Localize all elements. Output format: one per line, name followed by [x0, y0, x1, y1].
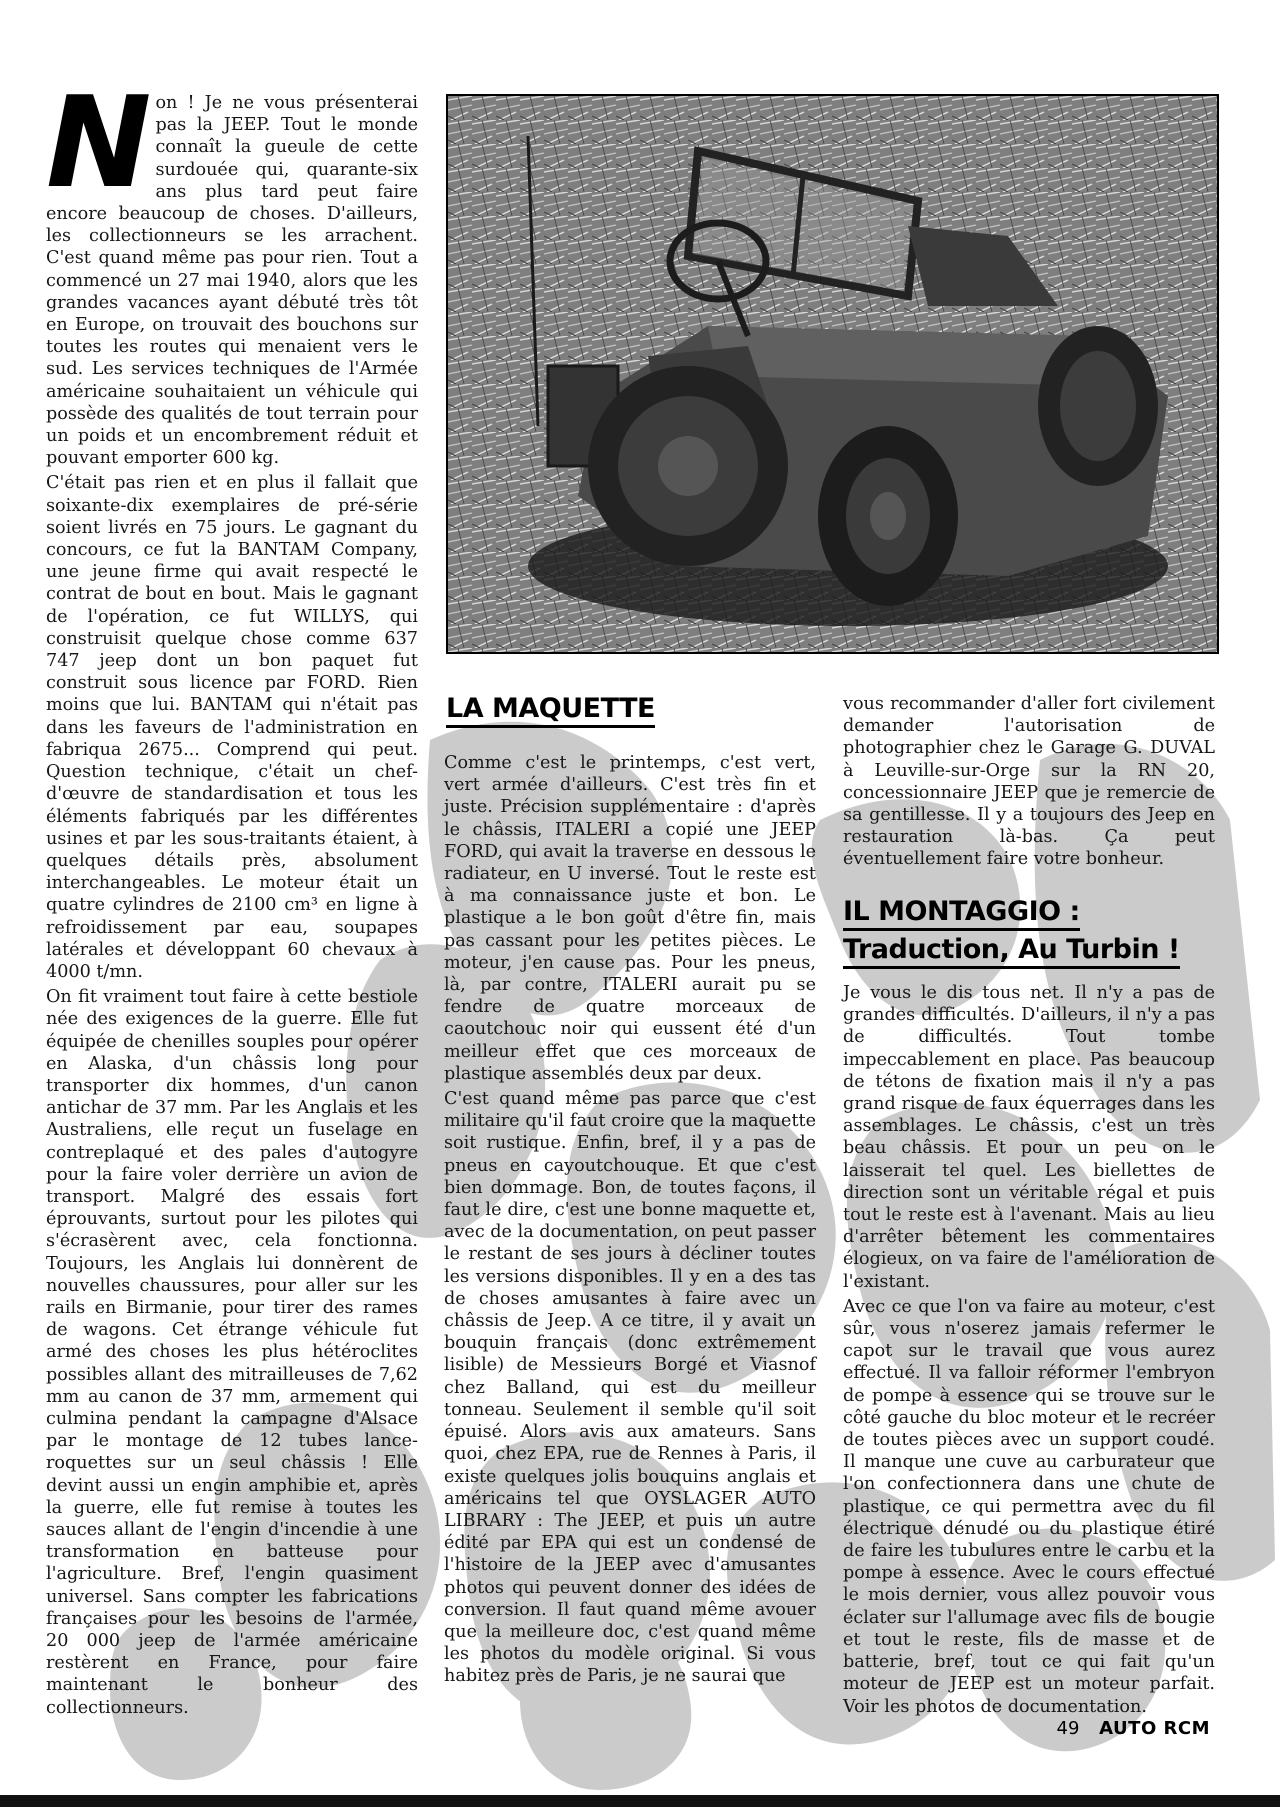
drop-cap: N [46, 69, 148, 216]
section-heading-maquette: LA MAQUETTE [446, 692, 746, 726]
jeep-photo-illustration [448, 96, 1217, 652]
magazine-name: AUTO RCM [1099, 1718, 1210, 1739]
bottom-edge-bar [0, 1795, 1280, 1807]
right-column [843, 693, 1215, 871]
maquette-paragraph: Comme c'est le printemps, c'est vert, vert armée d'ailleurs. C'est très fin et juste. Précision supplémentaire : d'après le châssis, ITALERI a copié une JEEP FORD, qui avait la traverse en dessous le radiateur, en U inversé. Tout le reste est à ma connaissance juste et bon. Le plastique a le bon goût d'être fin, mais pas cassant pour les petites pièces. Le moteur, j'en cause pas. Pour les pneus, là, par contre, ITALERI aurait pu se fendre de quatre morceaux de caoutchouc noir qui eussent été d'un meilleur effet que ces morceaux de plastique assemblés deux par deux. [444, 753, 816, 1084]
middle-column [444, 752, 816, 1688]
intro-text: on ! Je ne vous présenterai pas la JEEP. Tout le monde connaît la gueule de cette surdouée qui, quarante-six ans plus tard peut faire encore beaucoup de choses. D'ailleurs, les collectionneurs se les arrachent. C'est quand même pas pour rien. Tout a commencé un 27 mai 1940, alors que les grandes vacances ayant débuté très tôt en Europe, on trouvait des bouchons sur toutes les routes qui menaient vers le sud. Les services techniques de l'Armée américaine souhaitaient un véhicule qui possède des qualités de tout terrain pour un poids et un encombrement réduit et pouvant emporter 600 kg. [46, 93, 418, 469]
maquette-paragraph: C'est quand même pas parce que c'est militaire qu'il faut croire que la maquette soit rustique. Enfin, bref, il y a pas de pneus en cayoutchouque. Et que c'est bien dommage. Bon, de toutes façons, il faut le dire, c'est une bonne maquette et, avec de la documentation, on peut passer le restant de ses jours à décliner toutes les versions disponibles. Il y en a des tas de choses amusantes à faire avec un châssis de Jeep. A ce titre, il y avait un bouquin français (donc extrêmement lisible) de Messieurs Borgé et Viasnof chez Balland, qui est du meilleur tonneau. Seulement il semble qu'il soit épuisé. Alors avis aux amateurs. Sans quoi, chez EPA, rue de Rennes à Paris, il existe quelques jolis bouquins anglais et américains tel que OYSLAGER AUTO LIBRARY : The JEEP, et puis un autre édité par EPA qui est un condensé de l'histoire de la JEEP avec d'amusantes photos qui peuvent donner des idées de conversion. Il faut quand même avouer que la meilleure doc, c'est quand même les photos du modèle original. Si vous habitez près de Paris, je ne saurai que [444, 1089, 816, 1687]
page-footer [1057, 1718, 1210, 1739]
history-paragraph: C'était pas rien et en plus il fallait que soixante-dix exemplaires de pré-série soient livrés en 75 jours. Le gagnant du concours, ce fut la BANTAM Company, une jeune firme qui avait respecté le contrat de bout en bout. Mais le gagnant de l'opération, ce fut WILLYS, qui construisit quelque chose comme 637 747 jeep dont un bon paquet fut construit sous licence par FORD. Rien moins que lui. BANTAM qui n'était pas dans les faveurs de l'administration en fabriqua 2675... Comprend qui peut. Question technique, c'était un chef-d'œuvre de standardisation et tous les éléments fabriqués par les différentes usines et par les sous-traitants étaient, à quelques détails près, absolument interchangeables. Le moteur était un quatre cylindres de 2100 cm³ en ligne à refroidissement par eau, soupapes latérales et développant 60 chevaux à 4000 t/mn. [46, 473, 418, 982]
montaggio-column [843, 982, 1215, 1718]
intro-paragraph [46, 69, 418, 469]
page-number: 49 [1056, 1718, 1080, 1739]
montaggio-paragraph: Avec ce que l'on va faire au moteur, c'est sûr, vous n'oserez jamais refermer le capot sur le travail que vous aurez effectué. Il va falloir réformer l'embryon de pompe à essence qui se trouve sur le côté gauche du bloc moteur et le recréer de toutes pièces avec un support coudé. Il manque une cuve au carburateur que l'on confectionnera dans une chute de plastique, ce qui permettra avec du fil électrique dénudé ou du plastique étiré de faire les tubulures entre le carbu et la pompe à essence. Avec le cours effectué le mois dernier, vous allez pouvoir vous éclater sur l'allumage avec fils de bougie et tout le reste, fils de masse et de batterie, bref, tout ce qui fait qu'un moteur de JEEP est un moteur parfait. Voir les photos de documentation. [843, 1296, 1215, 1717]
right-intro-paragraph: vous recommander d'aller fort civilement demander l'autorisation de photographier chez le Garage G. DUVAL à Leuville-sur-Orge sur la RN 20, concessionnaire JEEP que je remercie de sa gentillesse. Il y a toujours des Jeep en restauration là-bas. Ça peut éventuellement faire votre bonheur. [843, 694, 1215, 870]
jeep-model-photo [446, 94, 1219, 654]
versions-paragraph: On fit vraiment tout faire à cette bestiole née des exigences de la guerre. Elle fut équipée de chenilles souples pour opérer en Alaska, d'un châssis long pour transporter dix hommes, d'un canon antichar de 37 mm. Par les Anglais et les Australiens, elle reçut un fuselage en contreplaqué et des pales d'autogyre pour la faire voler derrière un avion de transport. Malgré des essais fort éprouvants, surtout pour les pilotes qui s'écrasèrent avec, cela fonctionna. Toujours, les Anglais lui donnèrent de nouvelles chaussures, pour aller sur les rails en Birmanie, pour tirer des rames de wagons. Cet étrange véhicule fut armé des choses les plus hétéroclites possibles allant des mitrailleuses de 7,62 mm au canon de 37 mm, armement qui culmina pendant la campagne d'Alsace par le montage de 12 tubes lance-roquettes sur un seul châssis ! Elle devint aussi un engin amphibie et, après la guerre, elle fut remise à toutes les sauces allant de l'engin d'incendie à une transformation en batteuse pour l'agriculture. Bref, l'engin quasiment universel. Sans compter les fabrications françaises pour les besoins de l'armée, 20 000 jeep de l'armée américaine restèrent en France, pour faire maintenant le bonheur des collectionneurs. [46, 987, 418, 1718]
left-column [46, 69, 418, 1719]
section-heading-montaggio: IL MONTAGGIO : Traduction, Au Turbin ! [843, 893, 1215, 969]
montaggio-paragraph: Je vous le dis tous net. Il n'y a pas de grandes difficultés. D'ailleurs, il n'y a pas de difficultés. Tout tombe impeccablement en place. Pas beaucoup de tétons de fixation mais il n'y a pas grand risque de faux équerrages dans les assemblages. Le châssis, c'est un très beau châssis. Et pour un peu on le laisserait tel quel. Les biellettes de direction sont un véritable régal et puis tout le reste est à l'avenant. Mais au lieu d'arrêter bêtement les commentaires élogieux, on va faire de l'amélioration de l'existant. [843, 983, 1215, 1292]
